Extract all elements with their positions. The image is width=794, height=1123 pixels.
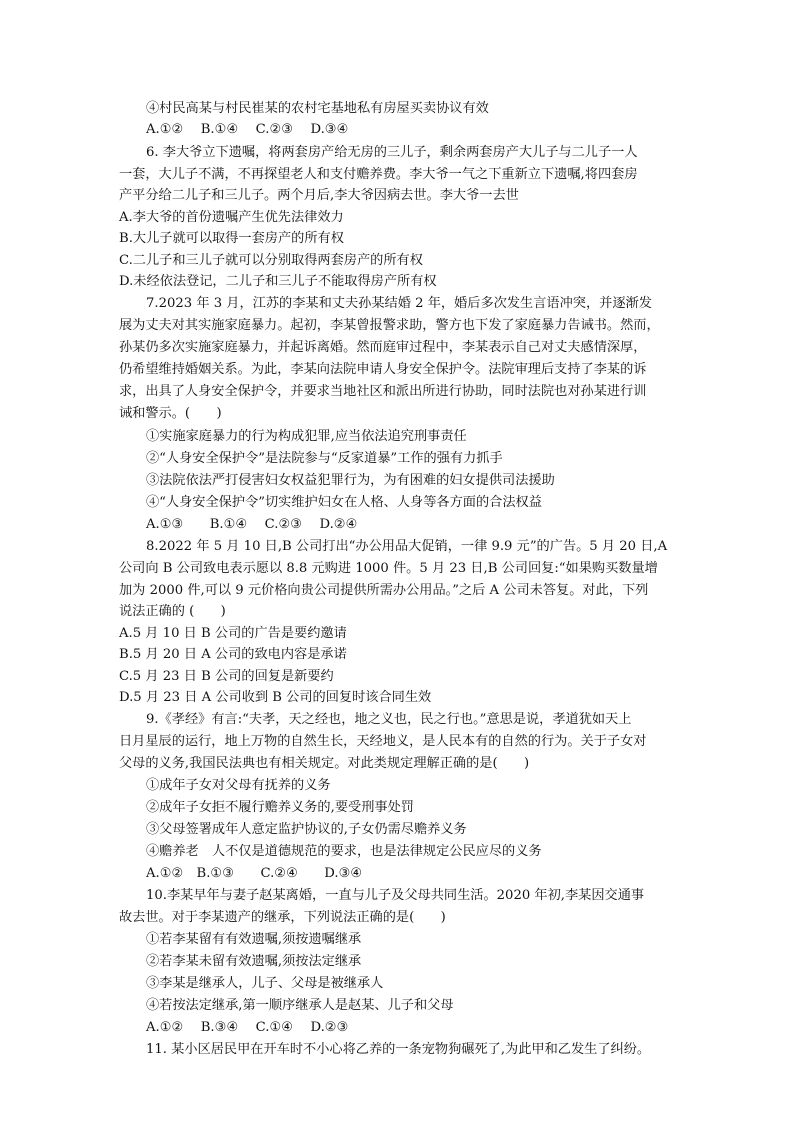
q6-option-c: C.二儿子和三儿子就可以分别取得两套房产的所有权 bbox=[119, 253, 423, 268]
q11-stem: 11. 某小区居民甲在开车时不小心将乙养的一条宠物狗碾死了,为此甲和乙发生了纠纷。 bbox=[146, 1042, 651, 1057]
q5-answer-choices: A.①② B.①④ C.②③ D.③④ bbox=[146, 122, 349, 137]
q7-stem-line-6: 诫和警示。( ) bbox=[119, 406, 222, 421]
q6-option-a: A.李大爷的首份遗嘱产生优先法律效力 bbox=[119, 210, 344, 225]
q9-option-3: ③父母签署成年人意定监护协议的,子女仍需尽赡养义务 bbox=[146, 822, 467, 837]
q8-option-b: B.5 月 20 日 A 公司的致电内容是承诺 bbox=[119, 647, 347, 662]
q8-option-c: C.5 月 23 日 B 公司的回复是新要约 bbox=[119, 669, 334, 684]
q8-stem-line-2: 公司向 B 公司致电表示愿以 8.8 元购进 1000 件。5 月 23 日,B 公司回复:“如果购买数量增 bbox=[119, 561, 658, 576]
q7-option-4: ④“人身安全保护令”切实维护妇女在人格、人身等各方面的合法权益 bbox=[146, 495, 542, 510]
q9-answer-choices: A.①② B.①③ C.②④ D.③④ bbox=[146, 866, 363, 881]
q6-option-d: D.未经依法登记，二儿子和三儿子不能取得房产所有权 bbox=[119, 274, 437, 289]
q10-option-4: ④若按法定继承,第一顺序继承人是赵某、儿子和父母 bbox=[146, 998, 454, 1013]
q8-option-d: D.5 月 23 日 A 公司收到 B 公司的回复时该合同生效 bbox=[119, 690, 432, 705]
q7-stem-line-5: 求，出具了人身安全保护令，并要求当地社区和派出所进行协助，同时法院也对孙某进行训 bbox=[119, 384, 647, 399]
q7-option-2: ②“人身安全保护令”是法院参与“反家道暴”工作的强有力抓手 bbox=[146, 451, 503, 466]
q9-option-4: ④赡养老 人不仅是道德规范的要求，也是法律规定公民应尽的义务 bbox=[146, 844, 542, 859]
q7-option-1: ①实施家庭暴力的行为构成犯罪,应当依法追究刑事责任 bbox=[146, 429, 467, 444]
q9-option-1: ①成年子女对父母有抚养的义务 bbox=[146, 778, 331, 793]
q6-option-b: B.大儿子就可以取得一套房产的所有权 bbox=[119, 231, 344, 246]
q7-answer-choices: A.①③ B.①④ C.②③ D.②④ bbox=[146, 517, 358, 532]
q10-option-1: ①若李某留有有效遗嘱,须按遗嘱继承 bbox=[146, 932, 362, 947]
q9-stem-line-1: 9.《孝经》有言:“夫孝，天之经也，地之义也，民之行也。”意思是说，孝道犹如天上 bbox=[146, 712, 632, 727]
q9-stem-line-3: 父母的义务,我国民法典也有相关规定。对此类规定理解正确的是( ) bbox=[119, 756, 530, 771]
q9-option-2: ②成年子女拒不履行赡养义务的,要受刑事处罚 bbox=[146, 800, 414, 815]
q10-stem-line-2: 故去世。对于李某遗产的继承，下列说法正确的是( ) bbox=[119, 910, 446, 925]
q6-stem-line-1: 6. 李大爷立下遗嘱，将两套房产给无房的三儿子，剩余两套房产大儿子与二儿子一人 bbox=[146, 145, 638, 160]
q7-stem-line-4: 仍希望维持婚姻关系。为此，李某向法院申请人身安全保护令。法院审理后支持了李某的诉 bbox=[119, 362, 647, 377]
q7-stem-line-3: 孙某仍多次实施家庭暴力，并起诉离婚。然而庭审过程中，李某表示自己对丈夫感情深厚， bbox=[119, 340, 647, 355]
q8-stem-line-4: 说法正确的 ( ) bbox=[119, 604, 226, 619]
q8-stem-line-1: 8.2022 年 5 月 10 日,B 公司打出“办公用品大促销，一律 9.9 元”的广告。5 月 20 日,A bbox=[146, 539, 668, 554]
q7-stem-line-2: 展为丈夫对其实施家庭暴力。起初，李某曾报警求助，警方也下发了家庭暴力告诫书。然而， bbox=[119, 318, 660, 333]
q7-stem-line-1: 7.2023 年 3 月，江苏的李某和丈夫孙某结婚 2 年，婚后多次发生言语冲突，并逐渐发 bbox=[146, 296, 652, 311]
q10-option-3: ③李某是继承人，儿子、父母是被继承人 bbox=[146, 976, 384, 991]
q5-option-4: ④村民高某与村民崔某的农村宅基地私有房屋买卖协议有效 bbox=[146, 101, 489, 116]
q7-option-3: ③法院依法严打侵害妇女权益犯罪行为，为有困难的妇女提供司法援助 bbox=[146, 473, 555, 488]
q6-stem-line-3: 产平分给二儿子和三儿子。两个月后,李大爷因病去世。李大爷一去世 bbox=[119, 188, 519, 203]
q9-stem-line-2: 日月星辰的运行，地上万物的自然生长，天经地义，是人民本有的自然的行为。关于子女对 bbox=[119, 734, 647, 749]
q10-stem-line-1: 10.李某早年与妻子赵某离婚，一直与儿子及父母共同生活。2020 年初,李某因交通事 bbox=[146, 888, 645, 903]
q8-stem-line-3: 加为 2000 件,可以 9 元价格向贵公司提供所需办公用品。”之后 A 公司未答复。对此，下列 bbox=[119, 583, 649, 598]
q10-option-2: ②若李某未留有效遗嘱,须按法定继承 bbox=[146, 954, 362, 969]
q10-answer-choices: A.①② B.③④ C.①④ D.②③ bbox=[146, 1020, 349, 1035]
q6-stem-line-2: 一套，大儿子不满，不再探望老人和支付赡养费。李大爷一气之下重新立下遗嘱,将四套房 bbox=[119, 167, 638, 182]
q8-option-a: A.5 月 10 日 B 公司的广告是要约邀请 bbox=[119, 626, 347, 641]
